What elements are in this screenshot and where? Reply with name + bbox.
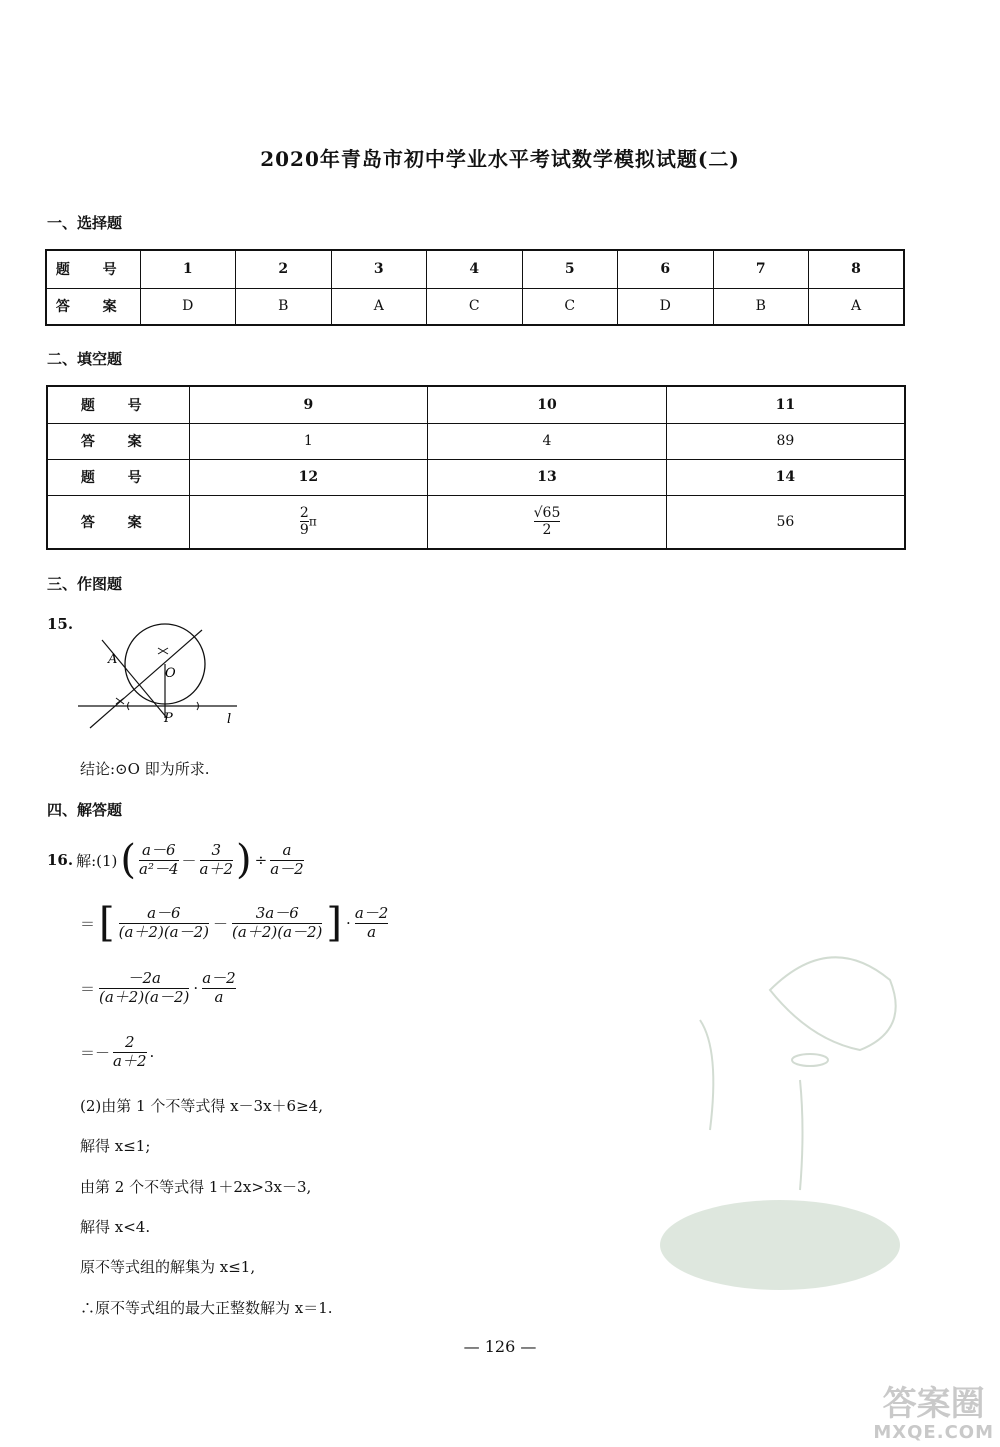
fill-answer-q14: 56	[666, 495, 905, 549]
denominator: 9	[299, 522, 309, 539]
fraction: $\frac{a}{a-2}$	[270, 841, 304, 878]
choice-answer: D	[618, 288, 714, 325]
page-number: — 126 —	[463, 1337, 537, 1356]
decorative-lotus-illustration	[630, 930, 920, 1320]
choice-number: 2	[236, 250, 332, 288]
choice-number: 7	[713, 250, 809, 288]
fill-header-label: 题 号	[47, 459, 189, 495]
fill-answer-row	[47, 495, 905, 549]
fill-answer: 4	[428, 423, 667, 459]
fill-number: 10	[428, 386, 667, 423]
q16-line-2: ＝ [ $\frac{a-6}{(a+2)(a-2)}$ － $\frac{3a-6}{(a+2)(a-2)}$ ] · $\frac{a-2}{a}$	[80, 900, 389, 946]
watermark-logo	[873, 1383, 994, 1444]
construction-figure	[72, 618, 242, 733]
choice-answer: C	[522, 288, 618, 325]
choice-answer: B	[713, 288, 809, 325]
denominator: 2	[542, 522, 552, 539]
fraction: $\frac{3}{a+2}$	[199, 841, 234, 878]
q16-part2-line: 解得 x<4.	[80, 1218, 151, 1236]
section-fill-heading: 二、填空题	[47, 350, 123, 368]
fraction: $\frac{3a-6}{(a+2)(a-2)}$	[232, 904, 323, 941]
fill-answer-q13	[428, 495, 667, 549]
choice-header-label: 题 号	[46, 250, 140, 288]
label-p: P	[164, 711, 173, 726]
fraction: $\frac{a-6}{(a+2)(a-2)}$	[118, 904, 210, 941]
fill-header-label: 题 号	[47, 386, 189, 423]
choice-number: 5	[522, 250, 618, 288]
page-title: 2020年青岛市初中学业水平考试数学模拟试题(二)	[260, 147, 740, 171]
fill-answer-row	[47, 423, 905, 459]
fill-number-row	[47, 386, 905, 423]
q16-intro: 解:(1)	[76, 851, 118, 870]
choice-answer: A	[809, 288, 905, 325]
angle-bisector-line	[90, 630, 202, 728]
fraction: $\frac{-2a}{(a+2)(a-2)}$	[99, 969, 190, 1006]
q16-line-4: ＝－ $\frac{2}{a+2}$ .	[80, 1033, 155, 1070]
q16-line-3: ＝ $\frac{-2a}{(a+2)(a-2)}$ · $\frac{a-2}{a}$	[80, 969, 236, 1006]
fraction	[534, 505, 561, 538]
fill-answer-q12	[189, 495, 428, 549]
q16-part2-line: 由第 2 个不等式得 1＋2x>3x－3,	[80, 1178, 312, 1196]
choice-answer: C	[427, 288, 523, 325]
fill-number: 14	[666, 459, 905, 495]
fill-number: 11	[666, 386, 905, 423]
choice-answer: B	[236, 288, 332, 325]
fill-number-row	[47, 459, 905, 495]
section-choice-heading: 一、选择题	[47, 214, 123, 232]
fill-answer: 1	[189, 423, 428, 459]
q16-line-1: 16. 解:(1) ( $\frac{a-6}{\text{a²－4}}$ － $\frac{3}{a+2}$ ) ÷ $\frac{a}{a-2}$	[47, 837, 304, 883]
label-a: A	[108, 652, 118, 667]
q16-part2-line: ∴原不等式组的最大正整数解为 x＝1.	[80, 1299, 333, 1317]
q16-part2-line: 原不等式组的解集为 x≤1,	[80, 1258, 256, 1276]
label-o: O	[165, 666, 176, 681]
watermark-sub: MXQE.COM	[873, 1422, 994, 1444]
q16-part2-line: (2)由第 1 个不等式得 x－3x＋6≥4,	[80, 1097, 323, 1115]
choice-answer: D	[140, 288, 236, 325]
numerator: √65	[533, 505, 561, 522]
fill-number: 12	[189, 459, 428, 495]
fraction	[300, 505, 309, 538]
choice-number: 4	[427, 250, 523, 288]
fraction: $\frac{a-2}{a}$	[354, 904, 389, 941]
question-number-15: 15.	[47, 615, 74, 633]
fraction: $\frac{a-6}{\text{a²－4}}$	[139, 841, 179, 878]
choice-number: 3	[331, 250, 427, 288]
fraction: $\frac{a-2}{a}$	[202, 969, 236, 1006]
fill-answer-table	[46, 385, 906, 550]
label-l: l	[227, 712, 232, 727]
fill-answer-label: 答 案	[47, 423, 189, 459]
numerator: 2	[299, 505, 309, 522]
choice-answer-table	[45, 249, 905, 326]
watermark-main: 答案圈	[882, 1383, 985, 1424]
q15-conclusion: 结论:⊙O 即为所求.	[80, 760, 210, 778]
section-drawing-heading: 三、作图题	[47, 575, 123, 593]
fill-number: 13	[428, 459, 667, 495]
arc-mark	[116, 698, 124, 704]
choice-number: 6	[618, 250, 714, 288]
pi-symbol: π	[308, 514, 317, 529]
q16-part2-line: 解得 x≤1;	[80, 1137, 151, 1155]
question-number-16: 16.	[47, 851, 74, 869]
choice-answer-label: 答 案	[46, 288, 140, 325]
fill-answer: 89	[666, 423, 905, 459]
fraction: $\frac{2}{a+2}$	[113, 1033, 147, 1070]
choice-number-row	[46, 250, 904, 288]
fill-number: 9	[189, 386, 428, 423]
section-solve-heading: 四、解答题	[47, 801, 123, 819]
arc-mark	[158, 648, 168, 654]
choice-answer: A	[331, 288, 427, 325]
choice-number: 8	[809, 250, 905, 288]
choice-answer-row	[46, 288, 904, 325]
fill-answer-label: 答 案	[47, 495, 189, 549]
choice-number: 1	[140, 250, 236, 288]
